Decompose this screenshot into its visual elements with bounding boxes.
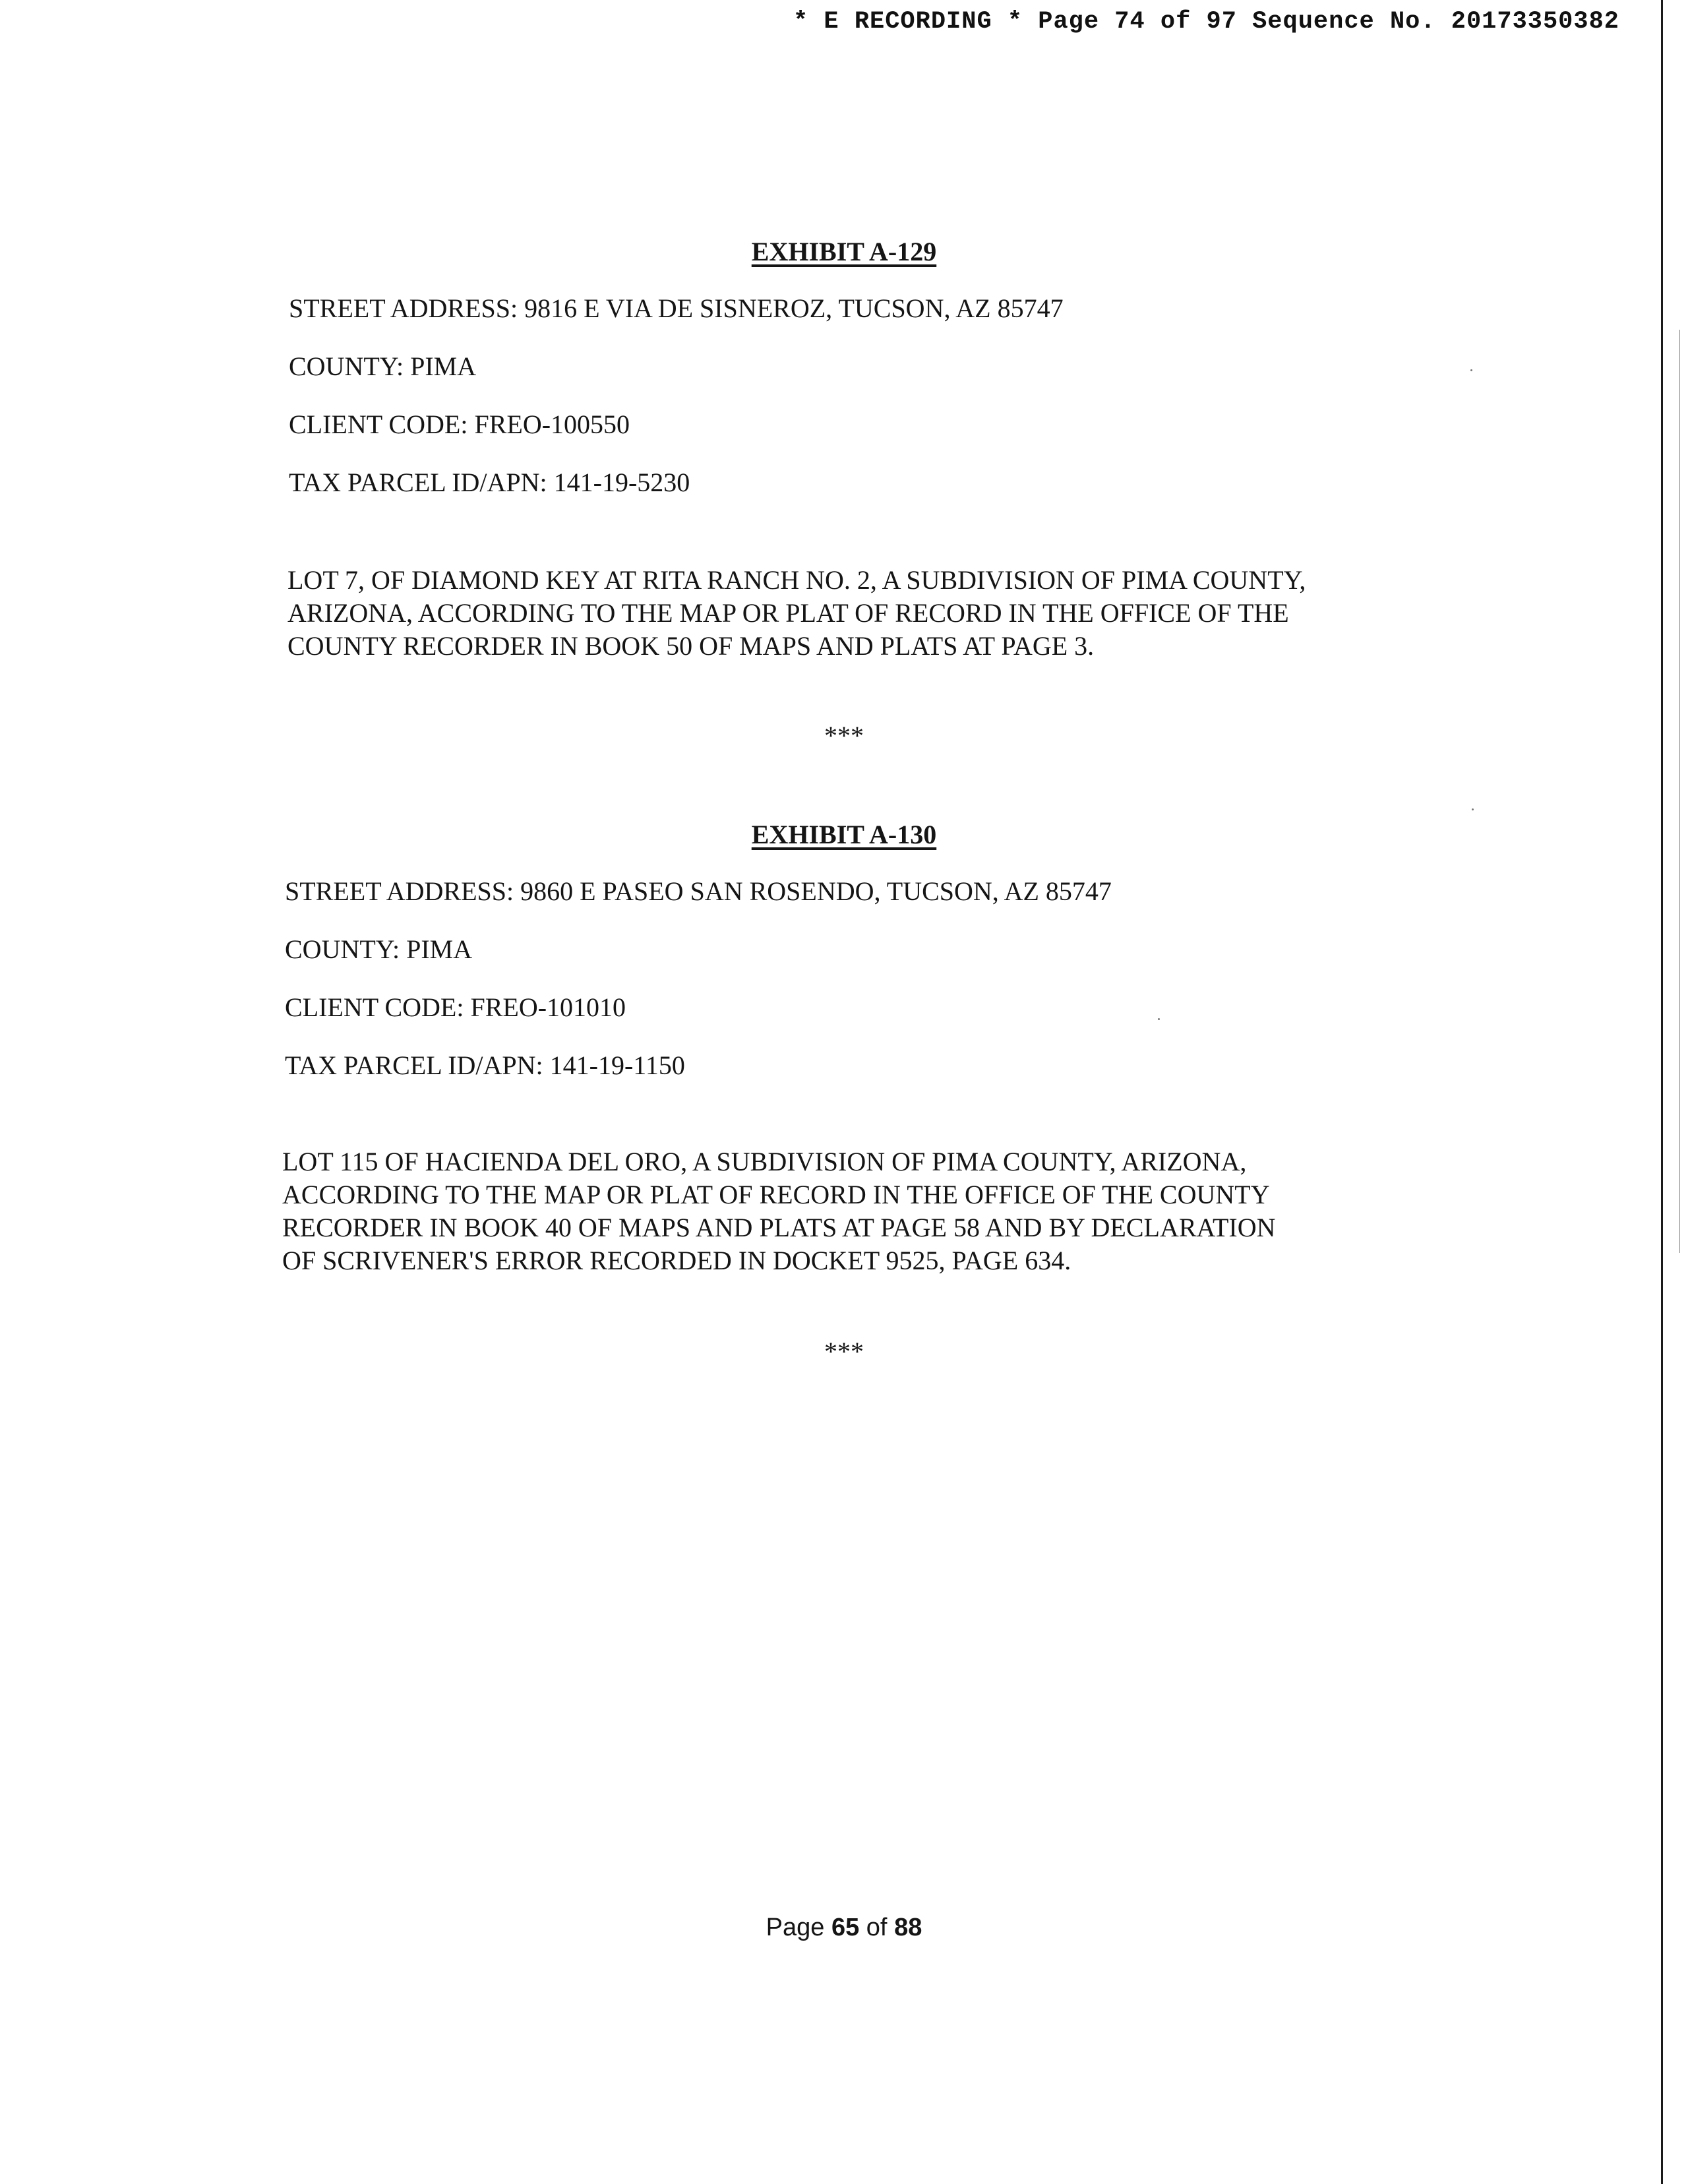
county: COUNTY: PIMA: [285, 934, 473, 964]
client-code: CLIENT CODE: FREO-101010: [285, 992, 626, 1022]
legal-description-line: COUNTY RECORDER IN BOOK 50 OF MAPS AND PLATS AT PAGE 3.: [287, 631, 1095, 661]
scan-speck: [1470, 369, 1472, 371]
legal-description-line: OF SCRIVENER'S ERROR RECORDED IN DOCKET 9525, PAGE 634.: [282, 1246, 1071, 1275]
exhibit-title-wrap: [0, 822, 1688, 848]
client-code: CLIENT CODE: FREO-100550: [289, 410, 630, 439]
exhibit-title-wrap: [0, 239, 1688, 265]
legal-description-line: LOT 115 OF HACIENDA DEL ORO, A SUBDIVISION OF PIMA COUNTY, ARIZONA,: [282, 1147, 1247, 1176]
of-word: of: [866, 1914, 888, 1941]
scan-edge-line: [1661, 0, 1663, 2184]
legal-description-line: ACCORDING TO THE MAP OR PLAT OF RECORD IN THE OFFICE OF THE COUNTY: [282, 1180, 1270, 1209]
tax-parcel-id: TAX PARCEL ID/APN: 141-19-5230: [289, 468, 690, 497]
section-separator: ***: [824, 1337, 864, 1366]
scan-speck: [1472, 808, 1474, 810]
street-address: STREET ADDRESS: 9860 E PASEO SAN ROSENDO, TUCSON, AZ 85747: [285, 876, 1112, 906]
scan-speck: [1158, 1018, 1160, 1020]
recording-stamp: * E RECORDING * Page 74 of 97 Sequence No. 20173350382: [793, 8, 1619, 36]
section-separator: ***: [824, 721, 864, 750]
legal-description-line: RECORDER IN BOOK 40 OF MAPS AND PLATS AT PAGE 58 AND BY DECLARATION: [282, 1213, 1276, 1242]
page-word: Page: [766, 1914, 825, 1941]
page-number-footer: [0, 1914, 1688, 1942]
total-page-count: 88: [894, 1914, 922, 1941]
county: COUNTY: PIMA: [289, 351, 477, 381]
current-page-number: 65: [831, 1914, 860, 1941]
street-address: STREET ADDRESS: 9816 E VIA DE SISNEROZ, TUCSON, AZ 85747: [289, 293, 1064, 323]
scan-margin-marks: [1679, 330, 1680, 1253]
tax-parcel-id: TAX PARCEL ID/APN: 141-19-1150: [285, 1050, 685, 1080]
legal-description-line: ARIZONA, ACCORDING TO THE MAP OR PLAT OF RECORD IN THE OFFICE OF THE: [287, 598, 1289, 628]
exhibit-title: EXHIBIT A-129: [751, 237, 937, 266]
legal-description-line: LOT 7, OF DIAMOND KEY AT RITA RANCH NO. 2, A SUBDIVISION OF PIMA COUNTY,: [287, 565, 1306, 595]
exhibit-title: EXHIBIT A-130: [751, 820, 937, 849]
